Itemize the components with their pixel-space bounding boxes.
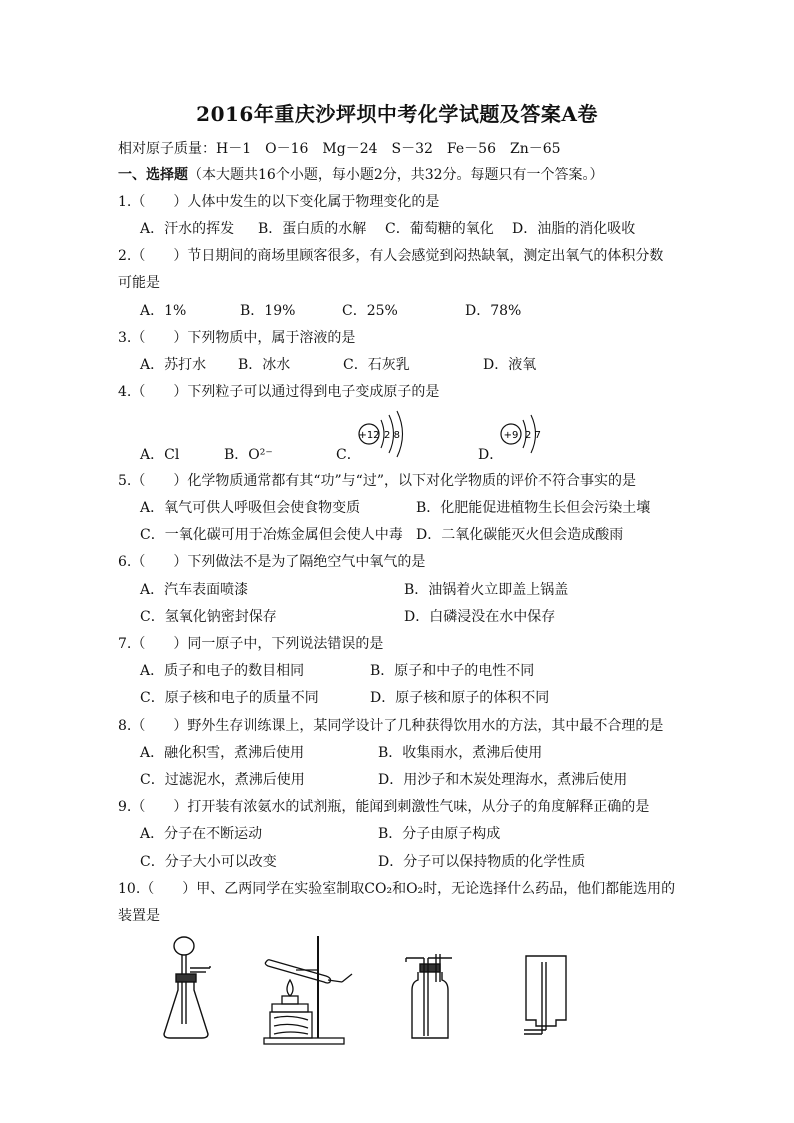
q2-option-d: D．78% xyxy=(465,303,522,319)
q8-option-a: A．融化积雪，煮沸后使用 xyxy=(140,745,305,761)
q7-option-c: C．原子核和电子的质量不同 xyxy=(140,690,319,706)
q7-option-b: B．原子和中子的电性不同 xyxy=(370,663,535,679)
q1-option-d: D．油脂的消化吸收 xyxy=(512,221,636,237)
q3-option-a: A．苏打水 xyxy=(140,357,207,373)
section-description: （本大题共16个小题，每小题2分，共32分。每题只有一个答案。） xyxy=(188,167,604,183)
q6-option-b: B．油锅着火立即盖上锅盖 xyxy=(404,582,569,598)
page-title: 2016年重庆沙坪坝中考化学试题及答案A卷 xyxy=(196,102,598,126)
q9-option-b: B．分子由原子构成 xyxy=(378,826,501,842)
q9-option-c: C．分子大小可以改变 xyxy=(140,854,277,870)
apparatus-inverted-bottle-diagram xyxy=(516,954,576,1040)
q2-option-c: C．25% xyxy=(342,303,398,319)
q3-option-b: B．冰水 xyxy=(238,357,291,373)
q5-option-a: A．氧气可供人呼吸但会使食物变质 xyxy=(140,500,361,516)
apparatus-gas-bottle-diagram xyxy=(398,952,456,1044)
section-title: 一、选择题 xyxy=(118,167,188,183)
section-header xyxy=(118,166,604,184)
q1-option-a: A．汗水的挥发 xyxy=(140,221,235,237)
q5-option-d: D．二氧化碳能灭火但会造成酸雨 xyxy=(416,527,624,543)
question-7-stem: 7.（ ）同一原子中，下列说法错误的是 xyxy=(118,636,384,652)
q8-option-d: D．用沙子和木炭处理海水，煮沸后使用 xyxy=(378,772,628,788)
atom-structure-d-diagram xyxy=(497,410,555,458)
q8-option-c: C．过滤泥水，煮沸后使用 xyxy=(140,772,305,788)
q7-option-a: A．质子和电子的数目相同 xyxy=(140,663,305,679)
q1-option-b: B．蛋白质的水解 xyxy=(258,221,367,237)
q5-option-c: C．一氧化碳可用于冶炼金属但会使人中毒 xyxy=(140,527,403,543)
q1-option-c: C．葡萄糖的氧化 xyxy=(385,221,494,237)
q6-option-a: A．汽车表面喷漆 xyxy=(140,582,249,598)
q2-option-b: B．19% xyxy=(240,303,296,319)
q9-option-a: A．分子在不断运动 xyxy=(140,826,263,842)
question-10-stem-cont: 装置是 xyxy=(118,908,160,924)
question-8-stem: 8.（ ）野外生存训练课上，某同学设计了几种获得饮用水的方法，其中最不合理的是 xyxy=(118,718,664,734)
apparatus-conical-flask-diagram xyxy=(158,932,218,1044)
atom-c-shells: 2 8 xyxy=(384,430,400,441)
question-3-stem: 3.（ ）下列物质中，属于溶液的是 xyxy=(118,330,356,346)
q4-option-b: B．O²⁻ xyxy=(224,447,273,463)
q6-option-d: D．白磷浸没在水中保存 xyxy=(404,609,556,625)
q7-option-d: D．原子核和原子的体积不同 xyxy=(370,690,550,706)
question-10-stem: 10.（ ）甲、乙两同学在实验室制取CO₂和O₂时，无论选择什么药品，他们都能选用的 xyxy=(118,881,676,897)
q2-option-a: A．1% xyxy=(140,303,187,319)
atomic-mass-line: 相对原子质量：H－1 O－16 Mg－24 S－32 Fe－56 Zn－65 xyxy=(118,141,561,157)
q5-option-b: B．化肥能促进植物生长但会污染土壤 xyxy=(416,500,651,516)
q6-option-c: C．氢氧化钠密封保存 xyxy=(140,609,277,625)
q9-option-d: D．分子可以保持物质的化学性质 xyxy=(378,854,586,870)
q4-option-c: C． xyxy=(336,447,361,463)
question-4-stem: 4.（ ）下列粒子可以通过得到电子变成原子的是 xyxy=(118,384,440,400)
atom-d-nucleus: +9 xyxy=(503,430,519,441)
question-5-stem: 5.（ ）化学物质通常都有其“功”与“过”，以下对化学物质的评价不符合事实的是 xyxy=(118,473,636,489)
q4-option-a: A．Cl xyxy=(140,447,180,463)
atom-d-shells: 2 7 xyxy=(525,430,541,441)
question-1-stem: 1.（ ）人体中发生的以下变化属于物理变化的是 xyxy=(118,194,440,210)
question-6-stem: 6.（ ）下列做法不是为了隔绝空气中氧气的是 xyxy=(118,554,426,570)
q3-option-c: C．石灰乳 xyxy=(343,357,410,373)
apparatus-heating-tube-diagram xyxy=(262,934,358,1046)
atom-structure-c-diagram xyxy=(355,410,413,458)
atom-c-nucleus: +12 xyxy=(358,430,380,441)
q3-option-d: D．液氧 xyxy=(483,357,537,373)
question-2-stem: 2.（ ）节日期间的商场里顾客很多，有人会感觉到闷热缺氧，测定出氧气的体积分数 xyxy=(118,248,664,264)
question-2-stem-cont: 可能是 xyxy=(118,275,160,291)
q4-option-d: D． xyxy=(478,447,504,463)
q8-option-b: B．收集雨水，煮沸后使用 xyxy=(378,745,543,761)
question-9-stem: 9.（ ）打开装有浓氨水的试剂瓶，能闻到刺激性气味，从分子的角度解释正确的是 xyxy=(118,799,650,815)
